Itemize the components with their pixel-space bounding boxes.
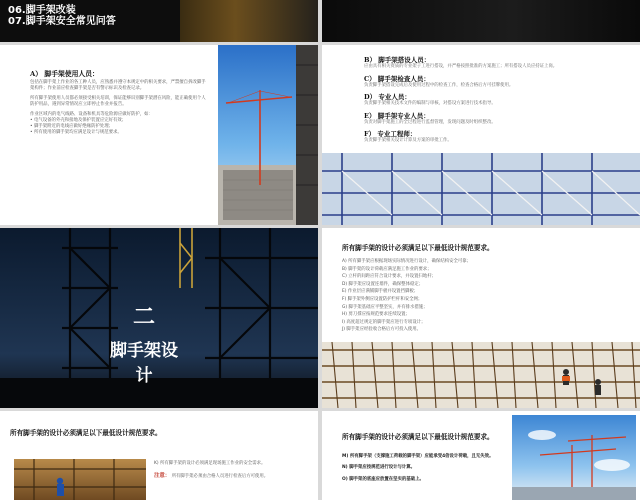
role-head: E） 脚手架专业人员： bbox=[364, 111, 430, 120]
users-bullet: • 脚手架附近的电线应做好绝缘防护处理； bbox=[30, 124, 114, 129]
roles-list bbox=[364, 55, 626, 144]
users-bullet: • 电气设备的外壳和接地及保护装置应完好有效； bbox=[30, 118, 127, 123]
slide-design-requirements[interactable] bbox=[322, 228, 640, 408]
worker-scaffold-photo bbox=[14, 459, 146, 500]
crane-icon bbox=[218, 45, 318, 225]
slide-scaffold-roles[interactable] bbox=[322, 45, 640, 225]
slide-agenda[interactable] bbox=[0, 0, 318, 42]
role-body: 负责脚手架搭设完成后及使用过程中的检查工作，检查合格后方可挂牌使用。 bbox=[364, 82, 514, 88]
users-para3: 作业区域内的电气线路、设备和机具等危险源应做好防护，如： bbox=[30, 112, 153, 117]
design-line: B) 脚手架的设计荷载应满足施工作业的要求； bbox=[342, 266, 432, 272]
design-list bbox=[342, 258, 627, 334]
slide-dark-photo[interactable] bbox=[322, 0, 640, 42]
note-label: 注意： bbox=[154, 473, 171, 479]
slide-section-divider[interactable] bbox=[0, 228, 318, 408]
dark-photo bbox=[322, 0, 640, 42]
design-line: A) 所有脚手架应根据现场实际情况进行设计，确保结构安全可靠； bbox=[342, 259, 472, 264]
section-name: 脚手架设计 bbox=[110, 341, 178, 386]
tower-crane-icon bbox=[512, 415, 636, 500]
design-3-m: M) 所有脚手架（支撑施工荷载的脚手架）应能承受4倍设计荷载，且无失效。 bbox=[342, 454, 494, 459]
note-text: 所有脚手架必须由合格人员进行检查后方可使用。 bbox=[171, 474, 269, 479]
scaffold-icon bbox=[322, 153, 640, 225]
design-heading-3: 所有脚手架的设计必须满足以下最低设计规范要求。 bbox=[342, 433, 494, 441]
design-3-o: O) 脚手架的底座应放置在坚实的基础上。 bbox=[342, 476, 424, 482]
users-text-block bbox=[30, 71, 208, 136]
crane-sky-photo bbox=[218, 45, 318, 225]
worker-icon bbox=[14, 459, 146, 500]
role-head: B） 脚手架搭设人员： bbox=[364, 56, 431, 64]
slide-design-requirements-3[interactable] bbox=[322, 411, 640, 500]
wood-scaffold-photo bbox=[322, 342, 640, 408]
users-para2: 所有脚手架使用人员都必须接受相关培训，保证能够识别脚手架潜在风险，能正确使用个人防护用品，遇到异常情况应立即停止作业并报告。 bbox=[30, 96, 206, 107]
role-body: 负责对脚手架施工的全过程进行监督管理，发现问题及时组织整改。 bbox=[364, 119, 496, 125]
role-body: 应由具有相关资质的专业架子工进行搭设，并严格按照批准的方案施工；所有搭设人员应持证上岗。 bbox=[364, 64, 558, 69]
users-bullet: • 所有使用的脚手架均应满足设计与规范要求。 bbox=[30, 130, 122, 135]
design-line: F) 脚手架外侧应设置防护栏杆和安全网； bbox=[342, 296, 423, 302]
sunset-scaffold-photo bbox=[180, 0, 318, 42]
blue-scaffold-photo bbox=[322, 153, 640, 225]
design-line: J) 脚手架应经验收合格后方可投入使用。 bbox=[342, 327, 422, 333]
slide-scaffold-users[interactable] bbox=[0, 45, 318, 225]
role-head: C） 脚手架检查人员： bbox=[364, 74, 430, 83]
section-title bbox=[104, 306, 184, 386]
crane-city-photo bbox=[512, 415, 636, 500]
design-line: E) 作业层应满铺脚手板并设置挡脚板； bbox=[342, 289, 419, 295]
role-d bbox=[364, 92, 626, 107]
design-line: H) 剪刀撑应按规范要求连续设置； bbox=[342, 312, 410, 318]
role-b bbox=[364, 55, 626, 70]
role-body: 负责脚手架相关设计计算及方案的审批工作。 bbox=[364, 138, 452, 144]
design-line: I) 高度超过规定的脚手架应进行专项设计； bbox=[342, 319, 426, 325]
design-2-body: K) 所有脚手架的设计必须满足现场施工作业的安全需求。 bbox=[154, 461, 266, 466]
design-line: G) 脚手架基础应平整坚实，并有排水措施； bbox=[342, 304, 428, 310]
users-heading: A） 脚手架使用人员： bbox=[30, 70, 99, 78]
design-line: D) 脚手架应设置连墙件，确保整体稳定； bbox=[342, 281, 424, 287]
design-heading-2: 所有脚手架的设计必须满足以下最低设计规范要求。 bbox=[10, 429, 162, 437]
design-3-list bbox=[342, 453, 502, 483]
slide-design-requirements-2[interactable] bbox=[0, 411, 318, 500]
agenda-item-06: 06.脚手架改装 bbox=[8, 5, 76, 16]
section-number: 二 bbox=[132, 305, 155, 330]
design-heading: 所有脚手架的设计必须满足以下最低设计规范要求。 bbox=[342, 244, 494, 252]
role-f bbox=[364, 129, 626, 144]
design-2-text bbox=[154, 461, 312, 480]
role-head: D） 专业人员： bbox=[364, 93, 411, 102]
design-line: C) 立杆的间距应符合设计要求，并设置扫地杆； bbox=[342, 274, 436, 280]
agenda-item-07: 07.脚手架安全常见问答 bbox=[8, 16, 116, 27]
role-c bbox=[364, 74, 626, 89]
role-head: F） 专业工程师： bbox=[364, 130, 417, 139]
role-body: 负责脚手架相关技术文件的编制与审核，对搭设方案进行技术指导。 bbox=[364, 101, 496, 107]
design-2-note bbox=[154, 473, 312, 480]
design-3-n: N) 脚手架应按规范进行设计与计算。 bbox=[342, 465, 416, 471]
users-intro: 包括在脚手架上作业的各工种人员，应熟悉并遵守本规定中的相关要求，严禁擅自拆改脚手架构件；作业前应检查脚手架是否有警示标识及检查记录。 bbox=[30, 80, 206, 91]
role-e bbox=[364, 111, 626, 126]
